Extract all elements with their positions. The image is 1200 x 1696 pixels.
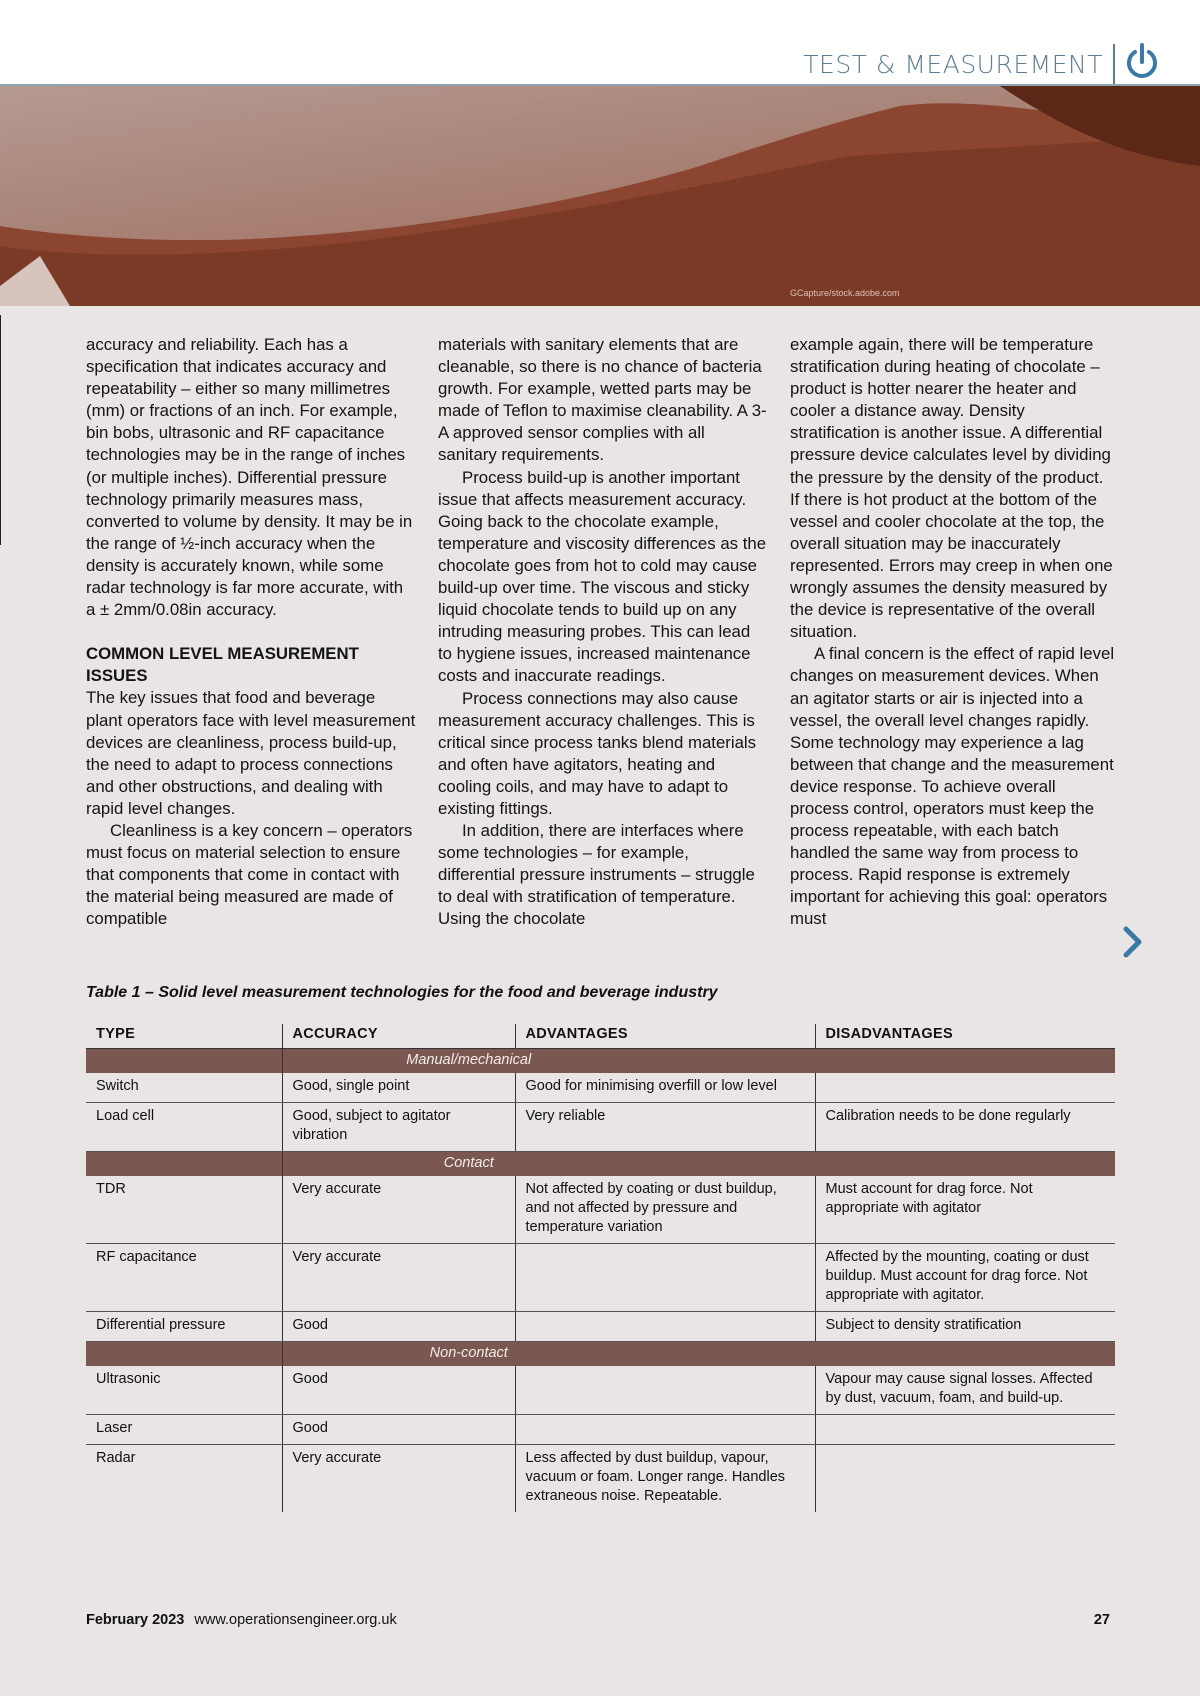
cell-disadvantages: Must account for drag force. Not appropriate with agitator [815, 1176, 1115, 1244]
group-row [86, 1152, 1115, 1177]
cell-disadvantages [815, 1445, 1115, 1513]
issue-date: February 2023 [86, 1612, 185, 1628]
column-header: TYPE [86, 1024, 282, 1049]
article-column-1 [86, 334, 416, 930]
chocolate-photo [0, 86, 1200, 306]
group-label [282, 1342, 1115, 1367]
table-header-row [86, 1024, 1115, 1049]
paragraph: Process build-up is another important issue that affects measurement accuracy. Going back to the chocolate example, temperature and viscosity differences as the chocolate goes from hot to cold may cause build-up over time. The viscous and sticky liquid chocolate tends to build up on any intruding measuring probes. This can lead to hygiene issues, increased maintenance costs and inaccurate readings. [438, 467, 767, 686]
cell-accuracy: Very accurate [282, 1176, 515, 1244]
cell-type: TDR [86, 1176, 282, 1244]
cell-type: Switch [86, 1073, 282, 1103]
table-row [86, 1312, 1115, 1342]
cell-type: Ultrasonic [86, 1366, 282, 1415]
cell-disadvantages: Affected by the mounting, coating or dust buildup. Must account for drag force. Not appropriate with agitator. [815, 1244, 1115, 1312]
table-row [86, 1366, 1115, 1415]
paragraph: The key issues that food and beverage plant operators face with level measurement devices are cleanliness, process build-up, the need to adapt to process connections and other obstructions, and dealing with rapid level changes. [86, 688, 416, 818]
group-label-text: Non-contact [429, 1345, 508, 1361]
cell-advantages: Very reliable [515, 1103, 815, 1152]
cell-accuracy: Good, single point [282, 1073, 515, 1103]
table-row [86, 1445, 1115, 1513]
photo-credit: GCapture/stock.adobe.com [790, 288, 900, 298]
left-margin-mark [0, 315, 1, 545]
column-header: DISADVANTAGES [815, 1024, 1115, 1049]
table-row [86, 1073, 1115, 1103]
cell-type: Laser [86, 1415, 282, 1445]
column-header: ACCURACY [282, 1024, 515, 1049]
cell-advantages: Less affected by dust buildup, vapour, vacuum or foam. Longer range. Handles extraneous noise. Repeatable. [515, 1445, 815, 1513]
cell-advantages [515, 1415, 815, 1445]
group-label-text: Contact [443, 1155, 494, 1171]
article-column-2 [438, 334, 768, 931]
cell-accuracy: Very accurate [282, 1244, 515, 1312]
cell-accuracy: Good [282, 1415, 515, 1445]
cell-type: RF capacitance [86, 1244, 282, 1312]
cell-accuracy: Good, subject to agitator vibration [282, 1103, 515, 1152]
group-label [282, 1152, 1115, 1177]
technology-table [86, 1024, 1115, 1512]
table-row [86, 1103, 1115, 1152]
website-url[interactable]: www.operationsengineer.org.uk [194, 1612, 397, 1628]
cell-type: Radar [96, 1450, 136, 1466]
chocolate-image [0, 86, 1200, 306]
cell-type: Differential pressure [86, 1312, 282, 1342]
section-heading: COMMON LEVEL MEASUREMENT ISSUES [86, 644, 359, 686]
page-footer [86, 1612, 397, 1628]
cell-accuracy: Very accurate [282, 1445, 515, 1513]
cell-disadvantages: Subject to density stratification [815, 1312, 1115, 1342]
table-row [86, 1244, 1115, 1312]
paragraph: accuracy and reliability. Each has a specification that indicates accuracy and repeatability – either so many millimetres (mm) or fractions of an inch. For example, bin bobs, ultrasonic and RF capacitance technologies may be in the range of inches (or multiple inches). Differential pressure technology primarily measures mass, converted to volume by density. It may be in the range of ½-inch accuracy when the density is accurately known, while some radar technology is far more accurate, with a ± 2mm/0.08in accuracy. [86, 335, 413, 620]
table-row [86, 1415, 1115, 1445]
cell-disadvantages [815, 1415, 1115, 1445]
cell-type: Load cell [86, 1103, 282, 1152]
section-label: TEST & MEASUREMENT [803, 50, 1103, 79]
cell-advantages: Good for minimising overfill or low level [515, 1073, 815, 1103]
chevron-right-icon[interactable] [1122, 925, 1144, 959]
group-row [86, 1342, 1115, 1367]
cell-disadvantages [815, 1073, 1115, 1103]
column-header: ADVANTAGES [515, 1024, 815, 1049]
paragraph: Cleanliness is a key concern – operators must focus on material selection to ensure that components that come in contact with the material being measured are made of compatible [86, 820, 413, 929]
page-number: 27 [1093, 1612, 1110, 1628]
table-row [86, 1176, 1115, 1244]
cell-advantages: Not affected by coating or dust buildup, and not affected by pressure and temperature variation [515, 1176, 815, 1244]
header-divider [1113, 44, 1115, 84]
paragraph: materials with sanitary elements that are cleanable, so there is no chance of bacteria growth. For example, wetted parts may be made of Teflon to maximise cleanability. A 3-A approved sensor complies with all sanitary requirements. [438, 335, 767, 465]
cell-disadvantages: Vapour may cause signal losses. Affected by dust, vacuum, foam, and build-up. [815, 1366, 1115, 1415]
group-row [86, 1049, 1115, 1074]
cell-accuracy: Good [282, 1312, 515, 1342]
paragraph: In addition, there are interfaces where some technologies – for example, differential pressure instruments – struggle to deal with stratification of temperature. Using the chocolate [438, 821, 755, 929]
paragraph: example again, there will be temperature stratification during heating of chocolate – product is hotter nearer the heater and cooler a distance away. Density stratification is another issue. A differential pressure device calculates level by dividing the pressure by the density of the product. If there is hot product at the bottom of the vessel and cooler chocolate at the top, the overall situation may be inaccurately represented. Errors may creep in when one wrongly assumes the density measured by the device is representative of the overall situation. [790, 335, 1113, 642]
cell-advantages [515, 1312, 815, 1342]
cell-advantages [515, 1244, 815, 1312]
paragraph: Process connections may also cause measurement accuracy challenges. This is critical since process tanks blend materials and often have agitators, heating and cooling coils, and may have to adapt to existing fittings. [438, 688, 757, 818]
cell-accuracy: Good [282, 1366, 515, 1415]
group-label [282, 1049, 1115, 1074]
cell-advantages [515, 1366, 815, 1415]
power-icon [1124, 42, 1160, 82]
paragraph: A final concern is the effect of rapid level changes on measurement devices. When an agitator starts or air is injected into a vessel, the overall level changes rapidly. Some technology may experience a lag between that change and the measurement device response. To achieve overall process control, operators must keep the process repeatable, with each batch handled the same way from process to process. Rapid response is extremely important for achieving this goal: operators must [790, 644, 1115, 929]
cell-disadvantages: Calibration needs to be done regularly [815, 1103, 1115, 1152]
group-label-text: Manual/mechanical [406, 1052, 532, 1068]
table-caption: Table 1 – Solid level measurement technologies for the food and beverage industry [86, 984, 718, 1001]
article-column-3 [790, 334, 1115, 931]
